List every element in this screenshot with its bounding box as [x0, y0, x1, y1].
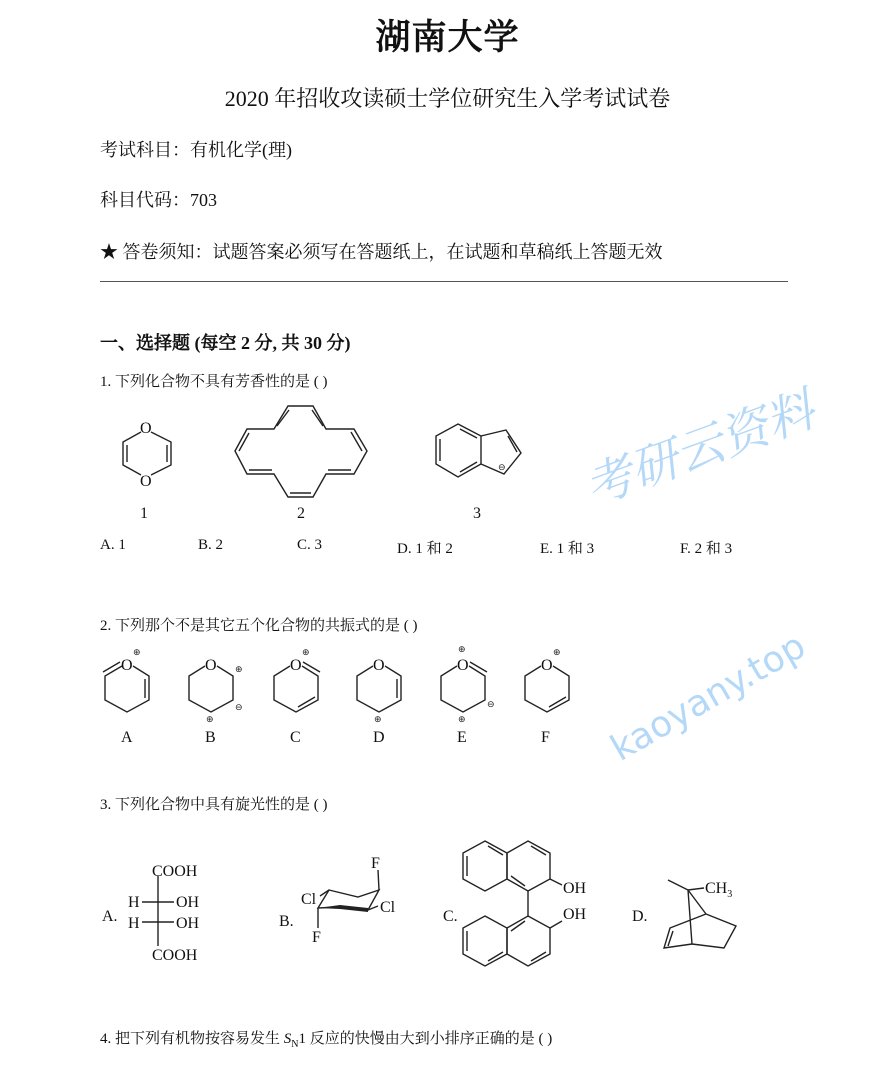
atom-oh: OH: [563, 906, 587, 923]
atom-ch3: [705, 880, 732, 900]
subject-code: 科目代码：703: [100, 190, 217, 210]
section-heading: 一、选择题 (每空 2 分, 共 30 分): [100, 333, 351, 353]
q2-label-f: F: [541, 729, 550, 746]
q1-option-b: B. 2: [198, 537, 224, 553]
q2-structure-d: [357, 657, 401, 725]
sn-symbol: S: [283, 1031, 292, 1047]
plus-charge: ⊕: [206, 715, 214, 725]
atom-oh: OH: [176, 894, 200, 911]
q2-structure-b: [189, 657, 243, 725]
exam-title: 2020 年招收攻读硕士学位研究生入学考试试卷: [224, 86, 671, 111]
structure-indenyl-anion: [436, 424, 521, 477]
atom-f: F: [371, 855, 380, 872]
question-2-text: 2. 下列那个不是其它五个化合物的共振式的是 ( ): [100, 618, 418, 634]
plus-charge: ⊕: [302, 648, 310, 658]
q2-structure-f: [525, 648, 569, 712]
atom-h: H: [128, 915, 140, 932]
minus-charge: ⊖: [498, 463, 506, 473]
plus-charge: ⊕: [458, 715, 466, 725]
plus-charge: ⊕: [235, 665, 243, 675]
atom-o: O: [290, 657, 302, 674]
atom-o: O: [541, 657, 553, 674]
q1-option-f: F. 2 和 3: [680, 541, 733, 557]
q3-label-a: A.: [102, 908, 118, 925]
atom-o: O: [140, 420, 152, 437]
q1-option-a: A. 1: [100, 537, 126, 553]
structure-label-3: 3: [473, 505, 481, 522]
question-3-text: 3. 下列化合物中具有旋光性的是 ( ): [100, 797, 328, 813]
atom-cl: Cl: [380, 899, 396, 916]
atom-o: O: [121, 657, 133, 674]
q4-text-before: 4. 把下列有机物按容易发生: [100, 1031, 284, 1047]
structure-dioxin: [123, 420, 171, 490]
atom-oh: OH: [176, 915, 200, 932]
atom-cooh: COOH: [152, 947, 198, 964]
atom-h: H: [128, 894, 140, 911]
minus-charge: ⊖: [235, 703, 243, 713]
q2-structure-c: [274, 648, 320, 712]
answer-notice: ★ 答卷须知：试题答案必须写在答题纸上，在试题和草稿纸上答题无效: [100, 242, 663, 262]
q1-option-e: E. 1 和 3: [540, 541, 595, 557]
q3-structure-a-fischer: [128, 863, 200, 964]
atom-cl: Cl: [301, 891, 317, 908]
q1-option-d: D. 1 和 2: [397, 541, 453, 557]
plus-charge: ⊕: [553, 648, 561, 658]
ch3-subscript: 3: [727, 889, 733, 900]
atom-o: O: [457, 657, 469, 674]
atom-f: F: [312, 929, 321, 946]
atom-o: O: [205, 657, 217, 674]
q4-text-after: 反应的快慢由大到小排序正确的是 ( ): [306, 1031, 553, 1047]
university-title: 湖南大学: [375, 18, 520, 57]
q3-label-c: C.: [443, 908, 458, 925]
ch3-main: CH: [705, 880, 728, 897]
plus-charge: ⊕: [133, 648, 141, 658]
plus-charge: ⊕: [458, 645, 466, 655]
atom-o: O: [373, 657, 385, 674]
q1-option-c: C. 3: [297, 537, 323, 553]
exam-subject: 考试科目：有机化学(理): [100, 140, 292, 160]
watermark-url: kaoyany.top: [604, 625, 813, 770]
sn-subscript: N: [291, 1039, 299, 1050]
minus-charge: ⊖: [487, 700, 495, 710]
question-1-text: 1. 下列化合物不具有芳香性的是 ( ): [100, 374, 328, 390]
q2-label-a: A: [121, 729, 133, 746]
sn-number: 1: [298, 1031, 306, 1047]
atom-o: O: [140, 473, 152, 490]
atom-oh: OH: [563, 880, 587, 897]
q2-label-e: E: [457, 729, 467, 746]
q2-structure-a: [103, 648, 149, 712]
q3-structure-b-chair: [301, 855, 396, 946]
q2-label-c: C: [290, 729, 301, 746]
q3-structure-c-binol: [463, 841, 587, 966]
structure-label-1: 1: [140, 505, 148, 522]
q3-structure-d-norbornene: [664, 880, 736, 948]
plus-charge: ⊕: [374, 715, 382, 725]
atom-cooh: COOH: [152, 863, 198, 880]
structure-annulene: [235, 406, 367, 497]
q3-label-b: B.: [279, 913, 294, 930]
q2-label-d: D: [373, 729, 385, 746]
structure-label-2: 2: [297, 505, 305, 522]
watermark-chinese: 考研云资料: [578, 383, 822, 516]
q2-structure-e: [441, 645, 495, 725]
q3-label-d: D.: [632, 908, 648, 925]
q2-label-b: B: [205, 729, 216, 746]
